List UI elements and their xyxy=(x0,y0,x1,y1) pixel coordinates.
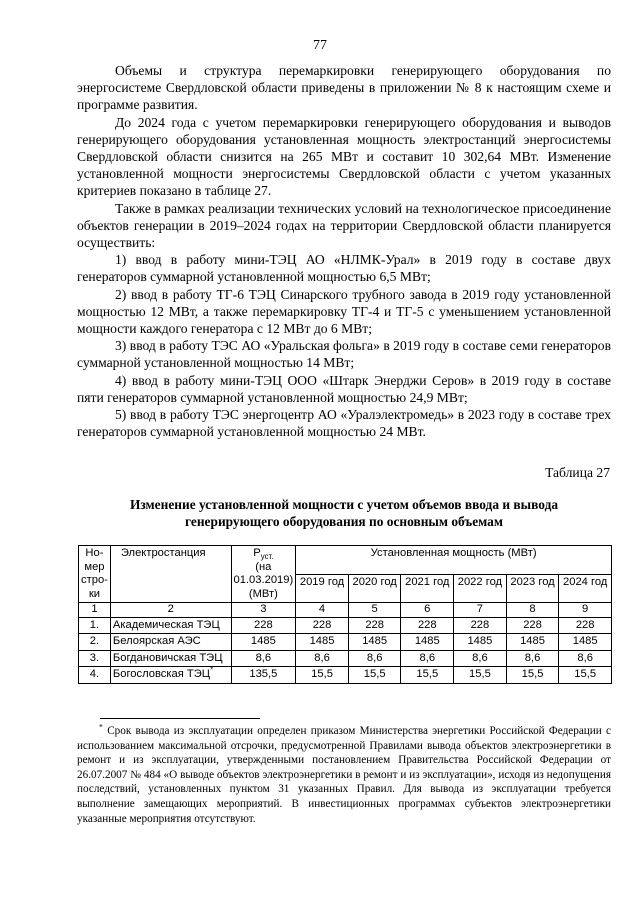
value-2023: 228 xyxy=(506,617,559,634)
list-item-2: 2) ввод в работу ТГ-6 ТЭЦ Синарского трубного завода в 2019 году установленной мощностью 12 МВт, а также перемаркировку ТГ-4 и ТГ-5 с уменьшением установленной мощности каждого генератора с 12 МВт до 6 МВт; xyxy=(77,286,611,337)
value-2020: 228 xyxy=(348,617,401,634)
column-number: 4 xyxy=(296,603,349,618)
column-number: 8 xyxy=(506,603,559,618)
table-title xyxy=(77,496,611,530)
value-2020: 15,5 xyxy=(348,667,401,684)
footnote-text: Срок вывода из эксплуатации определен приказом Министерства энергетики Российской Федерации с использованием максимальной отсрочки, предусмотренной Правилами вывода объектов электроэнергетики в ремонт и из эксплуатации, утвержденными постановлением Правительства Российской Федерации от 26.07.2007 № 484 «О выводе объектов электроэнергетики в ремонт и из эксплуатации», исходя из недопущения последствий, установленных пунктом 31 указанных Правил. Для вывода из эксплуатации требуется выполнение замещающих мероприятий. В инвестиционных программах субъектов электроэнергетики указанные мероприятия отсутствуют. xyxy=(77,725,611,825)
column-number: 2 xyxy=(110,603,231,618)
value-2022: 228 xyxy=(454,617,507,634)
table-title-line-2: генерирующего оборудования по основным объемам xyxy=(184,514,504,529)
list-item-1: 1) ввод в работу мини-ТЭЦ АО «НЛМК-Урал» в 2019 году в составе двух генераторов суммарной установленной мощностью 6,5 МВт; xyxy=(77,252,611,285)
footnote-divider xyxy=(100,718,260,719)
column-number: 6 xyxy=(401,603,454,618)
station-name-text: Богословская ТЭЦ xyxy=(112,668,211,680)
row-number: 2. xyxy=(79,634,111,651)
value-2020: 1485 xyxy=(348,634,401,651)
value-2024: 8,6 xyxy=(559,650,612,667)
table-row xyxy=(79,667,612,684)
footnote-reference: * xyxy=(210,665,214,675)
header-year-2021: 2021 год xyxy=(401,574,454,603)
value-2024: 228 xyxy=(559,617,612,634)
column-number-row xyxy=(79,603,612,618)
header-year-2023: 2023 год xyxy=(506,574,559,603)
station-name: Белоярская АЭС xyxy=(110,634,231,651)
installed-power: 135,5 xyxy=(231,667,296,684)
value-2023: 1485 xyxy=(506,634,559,651)
table-title-line-1: Изменение установленной мощности с учетом объемов ввода и вывода xyxy=(129,497,559,512)
capacity-table xyxy=(78,545,612,684)
value-2021: 8,6 xyxy=(401,650,454,667)
value-2024: 1485 xyxy=(559,634,612,651)
header-year-2019: 2019 год xyxy=(296,574,349,603)
header-year-2020: 2020 год xyxy=(348,574,401,603)
row-number: 1. xyxy=(79,617,111,634)
row-number: 3. xyxy=(79,650,111,667)
value-2022: 15,5 xyxy=(454,667,507,684)
station-name: Академическая ТЭЦ xyxy=(110,617,231,634)
station-name xyxy=(110,667,231,684)
header-station xyxy=(110,546,231,603)
table-row xyxy=(79,617,612,634)
paragraph-1: Объемы и структура перемаркировки генерирующего оборудования по энергосистеме Свердловской области приведены в приложении № 8 к настоящим схеме и программе развития. xyxy=(77,63,611,113)
header-year-2024: 2024 год xyxy=(559,574,612,603)
value-2021: 15,5 xyxy=(401,667,454,684)
column-number: 7 xyxy=(454,603,507,618)
station-name: Богдановичская ТЭЦ xyxy=(110,650,231,667)
table-header-row-1 xyxy=(79,546,612,575)
list-item-4: 4) ввод в работу мини-ТЭЦ ООО «Штарк Энерджи Серов» в 2019 году в составе пяти генераторов суммарной установленной мощностью 24,9 МВт; xyxy=(77,372,611,405)
paragraph-2: До 2024 года с учетом перемаркировки генерирующего оборудования и выводов генерирующего оборудования установленная мощность электростанций энергосистемы Свердловской области снизится на 265 МВт и составит 10 302,64 МВт. Изменение установленной мощности энергосистемы Свердловской области с учетом указанных критериев показано в таблице 27. xyxy=(77,114,611,199)
column-number: 1 xyxy=(79,603,111,618)
table-row xyxy=(79,634,612,651)
footnote xyxy=(77,724,611,826)
header-p-symbol: P xyxy=(253,547,261,559)
column-number: 5 xyxy=(348,603,401,618)
table-row xyxy=(79,650,612,667)
header-row-number: Но-мер стро-ки xyxy=(79,546,111,603)
value-2019: 1485 xyxy=(296,634,349,651)
footnote-mark: * xyxy=(99,722,103,732)
row-number: 4. xyxy=(79,667,111,684)
value-2024: 15,5 xyxy=(559,667,612,684)
header-p-subscript: уст. xyxy=(260,552,274,562)
table-label: Таблица 27 xyxy=(545,465,610,480)
header-year-2022: 2022 год xyxy=(454,574,507,603)
page-number: 77 xyxy=(313,38,327,53)
header-installed-capacity: Установленная мощность (МВт) xyxy=(296,546,612,575)
column-number: 9 xyxy=(559,603,612,618)
value-2019: 8,6 xyxy=(296,650,349,667)
value-2023: 8,6 xyxy=(506,650,559,667)
value-2021: 228 xyxy=(401,617,454,634)
column-number: 3 xyxy=(231,603,296,618)
value-2023: 15,5 xyxy=(506,667,559,684)
paragraph-3: Также в рамках реализации технических условий на технологическое присоединение объектов генерации в 2019–2024 годах на территории Свердловской области планируется осуществить: xyxy=(77,200,611,251)
list-item-3: 3) ввод в работу ТЭС АО «Уральская фольга» в 2019 году в составе семи генераторов суммарной установленной мощностью 14 МВт; xyxy=(77,338,611,371)
value-2020: 8,6 xyxy=(348,650,401,667)
installed-power: 8,6 xyxy=(231,650,296,667)
value-2022: 1485 xyxy=(454,634,507,651)
installed-power: 228 xyxy=(231,617,296,634)
value-2021: 1485 xyxy=(401,634,454,651)
header-station-label: Электростанция xyxy=(120,547,206,559)
header-p-date: (на 01.03.2019) (МВт) xyxy=(233,560,294,600)
value-2019: 15,5 xyxy=(296,667,349,684)
body-text xyxy=(77,62,611,440)
value-2019: 228 xyxy=(296,617,349,634)
installed-power: 1485 xyxy=(231,634,296,651)
list-item-5: 5) ввод в работу ТЭС энергоцентр АО «Уралэлектромедь» в 2023 году в составе трех генераторов суммарной установленной мощностью 24 МВт. xyxy=(77,407,611,440)
value-2022: 8,6 xyxy=(454,650,507,667)
header-installed-power xyxy=(231,546,296,603)
